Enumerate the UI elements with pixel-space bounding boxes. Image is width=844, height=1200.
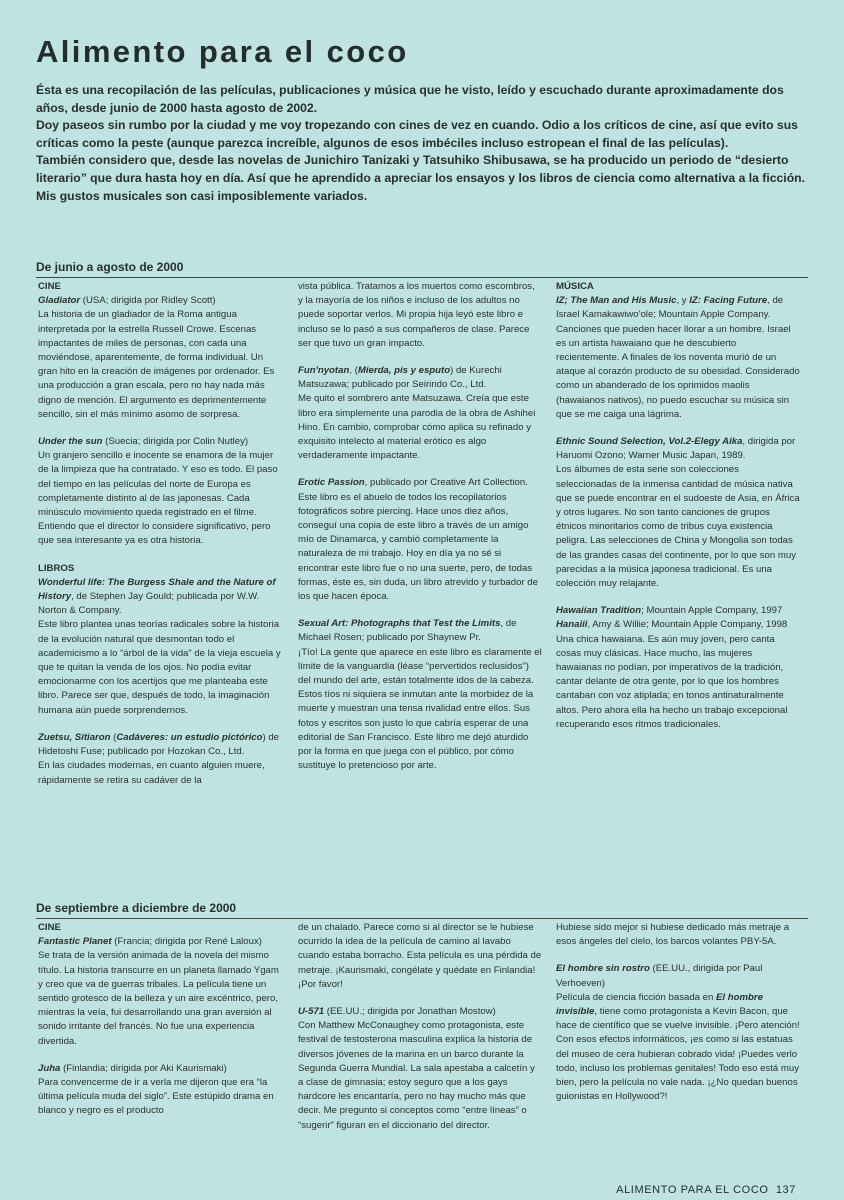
entry-header [38, 935, 282, 949]
entry-subtitle: Cadáveres: un estudio pictórico [116, 731, 263, 743]
entry-title: Hawaiian Tradition [556, 605, 642, 617]
category-label: CINE [38, 922, 61, 933]
entry-info: (USA; dirigida por Ridley Scott) [80, 295, 216, 307]
column-3 [556, 280, 800, 745]
review-zuetsu [38, 731, 282, 788]
entry-body: La historia de un gladiador de la Roma antigua interpretada por la estrella Russell Crowe. Escenas impactantes de miles de personas, con cada una moviéndose, aparentemente, de forma individual. Un gran hito en la creación de imágenes por ordenador. Es una producción a gran escala, pero no hay nada más digno de mención. El argumento es deprimentemente sencillo, sin el más mínimo asomo de sorpresa. [38, 309, 275, 420]
review-fantastic-planet [38, 935, 282, 1049]
entry-title: IZ; The Man and His Music [556, 295, 677, 307]
entry-header [298, 617, 542, 645]
entry-info: , de Stephen Jay Gould; publicada por W.W. Norton & Company. [38, 591, 260, 617]
entry-body: Se trata de la versión animada de la novela del mismo título. La historia transcurre en un planeta llamado Ygam y creo que va de guerras tribales. La película tiene un sentido grotesco de la belleza y un aire excéntrico, pero, mientras la veía, fui desarrollando una gran aversión al sonido irritante del francés. No fue una experiencia divertida. [38, 950, 279, 1047]
review-under-the-sun [38, 435, 282, 549]
entry-header [556, 435, 800, 463]
entry-info: , dirigida por Haruomi Ozono; Warner Music Japan, 1989. [556, 436, 796, 462]
section-heading-sep-dec-2000: De septiembre a diciembre de 2000 [36, 901, 808, 919]
entry-header [38, 294, 282, 308]
entry-info: ; Mountain Apple Company, 1997 [641, 605, 783, 617]
entry-body: Un granjero sencillo e inocente se enamora de la mujer de la limpieza que ha contratado. Y eso es todo. El paso del tiempo en las películas del norte de Europa es completamente distinto al de las japonesas. Cada minúsculo movimiento queda registrado en el filme. Entiendo que el director lo considere significativo, pero que sea interesante ya es otra historia. [38, 450, 278, 547]
entry-title: Erotic Passion [298, 477, 365, 489]
entry-body: de un chalado. Parece como si al director se le hubiese ocurrido la idea de la película de camino al lavabo cuando estaba borracho. Esta película es una pérdida de metraje. ¡Kaurismaki, congélate y quédate en Finlandia! ¡Por favor! [298, 922, 542, 990]
entry-body: Canciones que pueden hacer llorar a un hombre. Israel es un artista hawaiano que he descubierto recientemente. A finales de los noventa murió de un ataque al corazón producto de su obesidad. Considerado como un abanderado de los oprimidos maolis (hawaianos nativos), no puedo escuchar su música sin que se me caiga una lágrima. [556, 323, 800, 420]
entry-info: (Finlandia; dirigida por Aki Kaurismaki) [60, 1062, 227, 1074]
entry-title: Zuetsu, Sitiaron [38, 731, 111, 743]
entry-title-separator: ( [110, 731, 117, 743]
entry-title: Sexual Art [298, 618, 346, 630]
entry-info: , publicado por Creative Art Collection. [364, 477, 528, 489]
entry-body: Este libro plantea unas teorías radicales sobre la historia de la evolución natural que desmontan todo el academicismo a lo “árbol de la vida” de la vieja escuela y que te quitan la venda de los ojos. No podía evitar emocionarme con los acertijos que me planteaba este libro. Parece ser que, después de todo, la imaginación humana aún puede sorprendernos. [38, 619, 281, 716]
entry-title: Fun'nyotan [298, 365, 350, 377]
category-label: LIBROS [38, 562, 75, 574]
column-2 [298, 280, 542, 787]
entry-body: vista pública. Tratamos a los muertos como escombros, y la mayoría de los niños e incluso de los adultos no puede soportar verlos. Mi propia hija leyó este libro e incluso se lo pasó a sus compañeros de clase. Parece ser que tuvo un gran impacto. [298, 281, 535, 349]
entry-info: , de Michael Rosen; publicado por Shaynew Pr. [298, 618, 517, 644]
column-1 [38, 280, 282, 801]
entry-body-title: El hombre invisible [556, 991, 763, 1018]
page-footer [616, 1184, 796, 1196]
entry-header [556, 618, 800, 632]
entry-header [38, 1062, 282, 1076]
entry-subtitle: IZ [689, 295, 698, 307]
entry-title-separator: : [697, 295, 704, 307]
entry-info: (EE.UU., dirigida por Paul Verhoeven) [556, 963, 763, 989]
entry-info: (EE.UU.; dirigida por Jonathan Mostow) [324, 1006, 496, 1018]
entry-title: Hanaiii [556, 619, 588, 631]
column-2 [298, 921, 542, 1146]
entry-body: Una chica hawaiana. Es aún muy joven, pero canta cosas muy clásicas. Hace mucho, las mujeres hawaianas no podían, por imperativos de la tradición, cantar delante de otra gente, por lo que los hombres cantaban con voz atiplada; en tonos antinaturalmente altos. Pero ahora ella ha hecho un trabajo excepcional recuperando esos ritmos tradicionales. [556, 633, 788, 730]
entry-body-text: , tiene como protagonista a Kevin Bacon, que hace de científico que se vuelve invisible. ¡Pero atención! Con esos efectos informáticos, ¡es como si las estatuas del museo de cera hubieran cobrado vida! ¡Puedes verlo todo, incluso los problemas genitales! Todo eso está muy bien, pero la película no vale nada. ¡¿No quedan buenos guionistas en Hollywood?! [556, 1006, 800, 1103]
entry-info: (Francia; dirigida por René Laloux) [111, 936, 262, 948]
column-3 [556, 921, 800, 1117]
continued-text [556, 921, 800, 949]
review-el-hombre-sin-rostro [556, 962, 800, 1104]
continued-text [298, 280, 542, 351]
entry-title-separator: : [345, 618, 351, 630]
entry-subtitle: Vol.2-Elegy Aika [668, 436, 743, 448]
review-funnyotan [298, 364, 542, 463]
entry-body-text: Película de ciencia ficción basada en [556, 991, 716, 1003]
entry-body: Este libro es el abuelo de todos los recopilatorios fotográficos sobre piercing. Hace unos diez años, conseguí una copia de este libro a través de un amigo mío de Dinamarca, y cambió completamente la naturaleza de mi trabajo. Hoy en día ya no sé si encontrar este libro fue o no una suerte, pero, de todas formas, éste es, sin duda, un libro atrevido y turbador de los que hacen época. [298, 491, 538, 603]
intro-paragraph: Ésta es una recopilación de las películas, publicaciones y música que he visto, leído y escuchado durante aproximadamente dos años, desde junio de 2000 hasta agosto de 2002. [36, 83, 784, 115]
review-juha [38, 1062, 282, 1119]
review-erotic-passion [298, 476, 542, 604]
entry-subtitle: Photographs that Test the Limits [350, 618, 501, 630]
entry-body: Con Matthew McConaughey como protagonista, este festival de testosterona masculina explica la historia de diversos jóvenes de la marina en un barco durante la Segunda Guerra Mundial. La sala apestaba a calcetín y a clase de gimnasia; estoy seguro que a los gays hardcore les encantaría, pero no hay mucho más que decir. Me pregunto si conceptos como “entre líneas” o “sugerir” figuran en el diccionario del director. [298, 1020, 535, 1131]
entry-title: Gladiator [38, 295, 81, 307]
entry-body: Hubiese sido mejor si hubiese dedicado más metraje a esos ángeles del cielo, los barcos volantes PBY-5A. [556, 922, 790, 948]
entry-info: ) de Kurechi Matsuzawa; publicado por Seirindo Co., Ltd. [298, 365, 502, 391]
entry-title-separator: , ( [349, 365, 358, 377]
intro-paragraph: Doy paseos sin rumbo por la ciudad y me voy tropezando con cines de vez en cuando. Odio a los críticos de cine, así que evito sus críticas como la peste (aunque parezca increíble, algunos de esos imbéciles incluso estropean el final de las películas). [36, 118, 798, 150]
entry-body: ¡Tío! La gente que aparece en este libro es claramente el límite de la vanguardia (léase “pervertidos reclusidos”) del mundo del arte, están totalmente idos de la cabeza. Estos tíos ni siquiera se inmutan ante la morbidez de la muerte y muestran una tensa rivalidad entre ellos. Sus fotos y escritos son justo lo que cabría esperar de una editorial de San Francisco. Este libro me dejó aturdido por la forma en que juega con el público, por cómo sustituye lo pretencioso por arte. [298, 646, 542, 772]
entry-title-separator: , y [676, 295, 690, 307]
entry-body: Para convencerme de ir a verla me dijeron que era “la última película muda del siglo”. Este estúpido drama en blanco y negro es el producto [38, 1077, 274, 1117]
review-hawaiian [556, 604, 800, 732]
entry-header [556, 604, 800, 618]
entry-body: En las ciudades modernas, en cuanto alguien muere, rápidamente se retira su cadáver de la [38, 760, 265, 786]
review-ethnic-sound [556, 435, 800, 591]
review-u571 [298, 1005, 542, 1133]
entry-title: Fantastic Planet [38, 936, 112, 948]
entry-header [298, 1005, 542, 1019]
category-label: CINE [38, 281, 61, 292]
entry-body [556, 991, 800, 1105]
entry-subtitle: Mierda, pis y esputo [357, 365, 451, 377]
column-1 [38, 921, 282, 1132]
entry-title: Wonderful life [38, 576, 102, 588]
entry-header [298, 476, 542, 490]
review-sexual-art [298, 617, 542, 773]
page-title: Alimento para el coco [36, 34, 409, 69]
running-title: ALIMENTO PARA EL COCO [616, 1184, 769, 1196]
entry-header [556, 294, 800, 322]
entry-header [556, 962, 800, 990]
continued-text [298, 921, 542, 992]
entry-body: Los álbumes de esta serie son colecciones seleccionadas de la inmensa cantidad de música nativa que se puede encontrar en el sudoeste de Asia, en África y otros lugares. No son tanto canciones de grupos étnicos minoritarios como de tribus cuya existencia peligra. Las selecciones de China y Mongolia son todas de las grandes casas del continente, por lo que son muy parecidas a la música japonesa tradicional. Es una colección muy relajante. [556, 464, 800, 590]
entry-info: , Amy & Willie; Mountain Apple Company, 1998 [587, 619, 788, 631]
category-label: MÚSICA [556, 281, 594, 292]
entry-subtitle: The Burgess Shale and the Nature of History [38, 576, 276, 603]
entry-header [38, 435, 282, 449]
entry-info: ) de Hidetoshi Fuse; publicado por Hozokan Co., Ltd. [38, 731, 279, 758]
entry-body: Me quito el sombrero ante Matsuzawa. Creía que este libro era simplemente una parodia de la obra de Ashihei Hino. En cambio, comprobar cómo aplica su refinado y exquisito intelecto al material erótico es algo verdaderamente impactante. [298, 393, 536, 462]
entry-info: , de Israel Kamakawiwo'ole; Mountain Apple Company. [556, 295, 784, 321]
entry-title: Under the sun [38, 436, 103, 448]
entry-title: U-571 [298, 1006, 325, 1018]
entry-header [38, 576, 282, 619]
entry-title: Juha [38, 1062, 61, 1074]
entry-header [298, 364, 542, 392]
entry-subtitle: Facing Future [703, 295, 768, 307]
page-number: 137 [775, 1184, 796, 1196]
review-wonderful-life [38, 576, 282, 718]
intro [36, 82, 816, 205]
entry-title-separator: : [101, 576, 108, 588]
entry-header [38, 731, 282, 759]
entry-title: Ethnic Sound Selection [556, 436, 664, 448]
review-iz [556, 294, 800, 422]
entry-title-separator: , [663, 436, 669, 448]
section-heading-jun-aug-2000: De junio a agosto de 2000 [36, 260, 808, 278]
entry-info: (Suecia; dirigida por Colin Nutley) [102, 436, 249, 448]
review-gladiator [38, 294, 282, 422]
entry-title: El hombre sin rostro [556, 963, 650, 975]
intro-paragraph: También considero que, desde las novelas de Junichiro Tanizaki y Tatsuhiko Shibusawa, se ha producido un periodo de “desierto literario” que dura hasta hoy en día. Así que he aprendido a apreciar los ensayos y los libros de ciencia como alternativa a la ficción. Mis gustos musicales son casi imposiblemente variados. [36, 153, 805, 203]
